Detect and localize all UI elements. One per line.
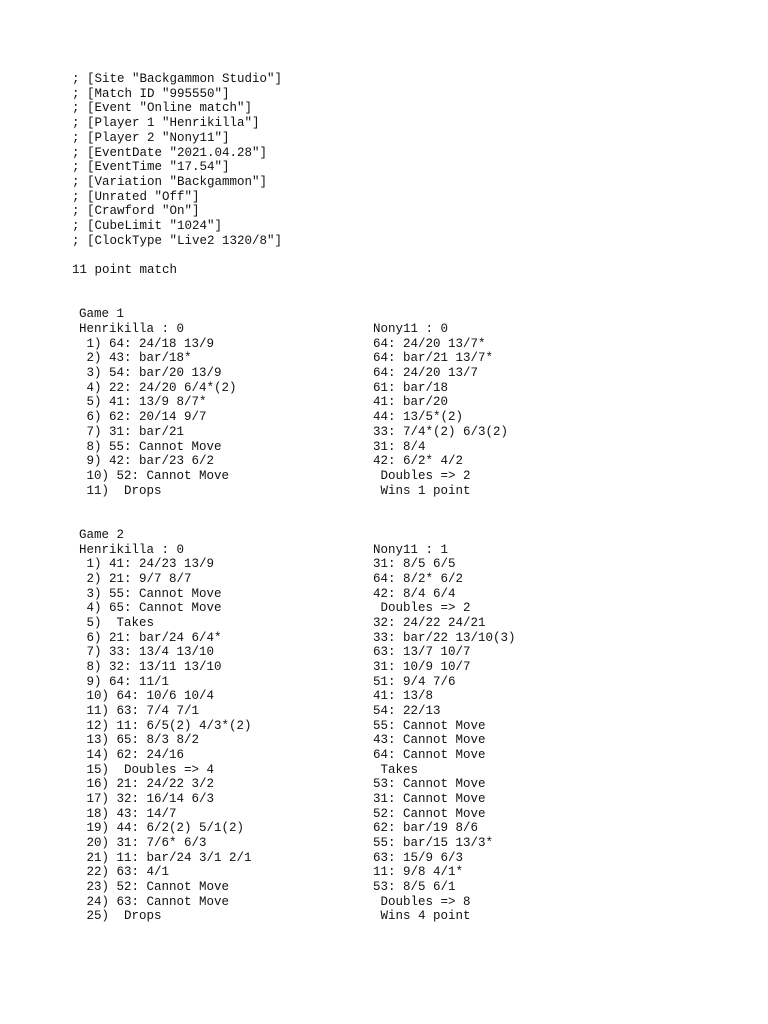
move-player-2: 53: 8/5 6/1 — [373, 880, 456, 894]
move-player-1: 5) Takes — [79, 616, 155, 630]
header-line: ; [EventDate "2021.04.28"] — [72, 146, 268, 160]
move-player-2: 63: 13/7 10/7 — [373, 645, 471, 659]
move-player-1: 6) 62: 20/14 9/7 — [79, 410, 207, 424]
move-player-2: 11: 9/8 4/1* — [373, 865, 464, 879]
move-player-1: 19) 44: 6/2(2) 5/1(2) — [79, 821, 245, 835]
move-player-2: Doubles => 2 — [373, 469, 471, 483]
move-player-2: 55: Cannot Move — [373, 719, 486, 733]
header-line: ; [EventTime "17.54"] — [72, 160, 230, 174]
move-player-1: 21) 11: bar/24 3/1 2/1 — [79, 851, 252, 865]
move-player-1: 3) 54: bar/20 13/9 — [79, 366, 222, 380]
move-player-1: 20) 31: 7/6* 6/3 — [79, 836, 207, 850]
move-player-1: 2) 21: 9/7 8/7 — [79, 572, 192, 586]
move-player-2: 64: bar/21 13/7* — [373, 351, 494, 365]
move-player-1: 17) 32: 16/14 6/3 — [79, 792, 215, 806]
player-1-score: Henrikilla : 0 — [79, 543, 185, 557]
game-title: Game 1 — [79, 307, 125, 321]
move-player-2: 51: 9/4 7/6 — [373, 675, 456, 689]
move-player-1: 2) 43: bar/18* — [79, 351, 192, 365]
match-length-title: 11 point match — [72, 263, 178, 277]
header-line: ; [Player 1 "Henrikilla"] — [72, 116, 260, 130]
move-player-1: 7) 33: 13/4 13/10 — [79, 645, 215, 659]
move-player-2: 31: Cannot Move — [373, 792, 486, 806]
move-player-1: 9) 64: 11/1 — [79, 675, 170, 689]
move-player-1: 8) 32: 13/11 13/10 — [79, 660, 222, 674]
move-player-1: 3) 55: Cannot Move — [79, 587, 222, 601]
header-line: ; [Event "Online match"] — [72, 101, 253, 115]
move-player-1: 6) 21: bar/24 6/4* — [79, 631, 222, 645]
move-player-2: 41: 13/8 — [373, 689, 434, 703]
move-player-2: Wins 1 point — [373, 484, 471, 498]
move-player-2: 62: bar/19 8/6 — [373, 821, 479, 835]
move-player-2: 64: 8/2* 6/2 — [373, 572, 464, 586]
player-2-score: Nony11 : 1 — [373, 543, 449, 557]
move-player-2: 31: 10/9 10/7 — [373, 660, 471, 674]
move-player-2: Wins 4 point — [373, 909, 471, 923]
game-title: Game 2 — [79, 528, 125, 542]
move-player-2: 42: 8/4 6/4 — [373, 587, 456, 601]
header-line: ; [Unrated "Off"] — [72, 190, 200, 204]
move-player-1: 11) 63: 7/4 7/1 — [79, 704, 200, 718]
move-player-2: 43: Cannot Move — [373, 733, 486, 747]
move-player-2: 64: 24/20 13/7* — [373, 337, 486, 351]
move-player-1: 11) Drops — [79, 484, 162, 498]
header-line: ; [Match ID "995550"] — [72, 87, 230, 101]
move-player-2: Doubles => 2 — [373, 601, 471, 615]
header-line: ; [CubeLimit "1024"] — [72, 219, 223, 233]
move-player-1: 16) 21: 24/22 3/2 — [79, 777, 215, 791]
move-player-2: 31: 8/4 — [373, 440, 426, 454]
move-player-1: 7) 31: bar/21 — [79, 425, 185, 439]
move-player-2: 53: Cannot Move — [373, 777, 486, 791]
move-player-1: 10) 64: 10/6 10/4 — [79, 689, 215, 703]
move-player-1: 9) 42: bar/23 6/2 — [79, 454, 215, 468]
move-player-1: 1) 41: 24/23 13/9 — [79, 557, 215, 571]
move-player-1: 10) 52: Cannot Move — [79, 469, 230, 483]
player-2-score: Nony11 : 0 — [373, 322, 449, 336]
move-player-2: Doubles => 8 — [373, 895, 471, 909]
move-player-1: 4) 65: Cannot Move — [79, 601, 222, 615]
player-1-score: Henrikilla : 0 — [79, 322, 185, 336]
move-player-1: 1) 64: 24/18 13/9 — [79, 337, 215, 351]
move-player-2: 42: 6/2* 4/2 — [373, 454, 464, 468]
move-player-1: 18) 43: 14/7 — [79, 807, 177, 821]
move-player-1: 13) 65: 8/3 8/2 — [79, 733, 200, 747]
move-player-2: 44: 13/5*(2) — [373, 410, 464, 424]
move-player-2: 55: bar/15 13/3* — [373, 836, 494, 850]
move-player-2: 64: Cannot Move — [373, 748, 486, 762]
move-player-1: 15) Doubles => 4 — [79, 763, 215, 777]
move-player-2: 41: bar/20 — [373, 395, 449, 409]
move-player-2: 64: 24/20 13/7 — [373, 366, 479, 380]
move-player-1: 22) 63: 4/1 — [79, 865, 170, 879]
header-line: ; [Variation "Backgammon"] — [72, 175, 268, 189]
header-line: ; [ClockType "Live2 1320/8"] — [72, 234, 283, 248]
move-player-2: 54: 22/13 — [373, 704, 441, 718]
move-player-1: 24) 63: Cannot Move — [79, 895, 230, 909]
move-player-1: 23) 52: Cannot Move — [79, 880, 230, 894]
move-player-1: 14) 62: 24/16 — [79, 748, 185, 762]
header-line: ; [Crawford "On"] — [72, 204, 200, 218]
move-player-1: 4) 22: 24/20 6/4*(2) — [79, 381, 237, 395]
move-player-2: 33: bar/22 13/10(3) — [373, 631, 516, 645]
move-player-1: 8) 55: Cannot Move — [79, 440, 222, 454]
move-player-2: 32: 24/22 24/21 — [373, 616, 486, 630]
move-player-2: 52: Cannot Move — [373, 807, 486, 821]
header-line: ; [Site "Backgammon Studio"] — [72, 72, 283, 86]
move-player-2: 31: 8/5 6/5 — [373, 557, 456, 571]
move-player-2: 33: 7/4*(2) 6/3(2) — [373, 425, 509, 439]
move-player-1: 12) 11: 6/5(2) 4/3*(2) — [79, 719, 252, 733]
move-player-2: 61: bar/18 — [373, 381, 449, 395]
move-player-2: 63: 15/9 6/3 — [373, 851, 464, 865]
move-player-2: Takes — [373, 763, 419, 777]
move-player-1: 25) Drops — [79, 909, 162, 923]
header-line: ; [Player 2 "Nony11"] — [72, 131, 230, 145]
move-player-1: 5) 41: 13/9 8/7* — [79, 395, 207, 409]
